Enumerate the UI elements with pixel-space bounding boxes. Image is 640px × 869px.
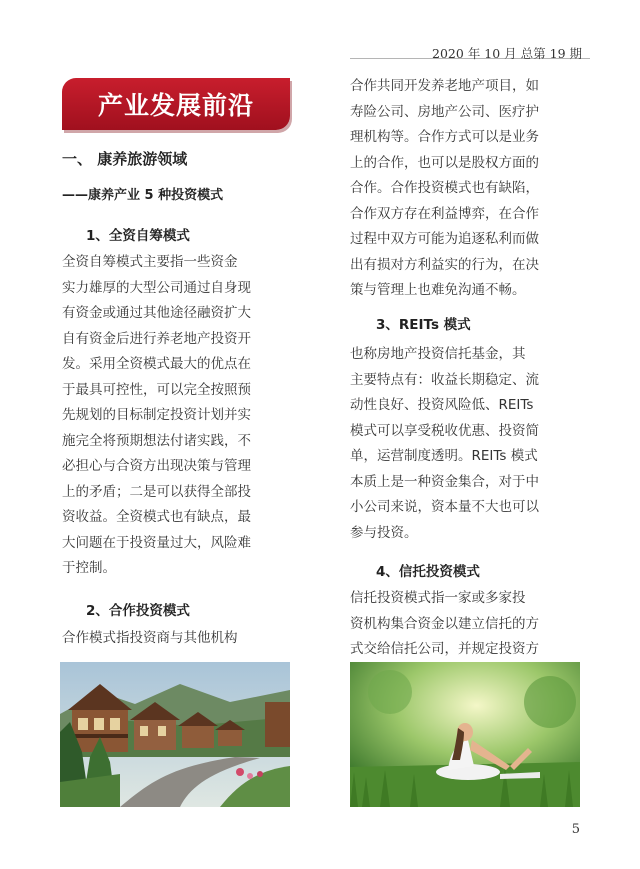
text-line: 主要特点有：收益长期稳定、流 xyxy=(350,371,539,388)
text-line: 施完全将预期想法付诸实践，不 xyxy=(62,432,251,449)
text-line: 模式可以享受税收优惠、投资简 xyxy=(350,422,539,439)
section-subtitle: ——康养产业 5 种投资模式 xyxy=(62,188,224,203)
text-line: 合作共同开发养老地产项目，如 xyxy=(350,78,539,94)
text-line: 理机构等。合作方式可以是业务 xyxy=(350,129,539,145)
text-line: 发。采用全资模式最大的优点在 xyxy=(62,356,251,372)
text-line: 全资自筹模式主要指一些资金 xyxy=(62,254,238,270)
text-line: 过程中双方可能为追逐私利而做 xyxy=(350,231,539,247)
text-line: 资机构集合资金以建立信托的方 xyxy=(350,615,539,632)
heading-mode2: 2、合作投资模式 xyxy=(86,603,190,619)
heading-mode4: 4、信托投资模式 xyxy=(376,564,480,580)
paragraph-mode2 xyxy=(62,626,292,652)
heading-mode1: 1、全资自筹模式 xyxy=(86,228,190,244)
text-line: 必担心与合资方出现决策与管理 xyxy=(62,458,251,474)
paragraph-mode4 xyxy=(350,586,580,663)
text-line: 策与管理上也难免沟通不畅。 xyxy=(350,282,526,298)
text-line: 参与投资。 xyxy=(350,524,418,541)
text-line: 单，运营制度透明。REITs 模式 xyxy=(350,448,538,464)
banner-title: 产业发展前沿 xyxy=(97,91,254,120)
text-line: 信托投资模式指一家或多家投 xyxy=(350,590,526,606)
text-line: 小公司来说，资本量不大也可以 xyxy=(350,499,539,515)
text-line: 于最具可控性，可以完全按照预 xyxy=(62,381,251,398)
issue-label: 2020 年 10 月 总第 19 期 xyxy=(432,46,582,61)
text-line: 先规划的目标制定投资计划并实 xyxy=(62,407,251,423)
woman-yoga-image xyxy=(350,662,580,807)
text-line: 出有损对方利益实的行为，在决 xyxy=(350,256,539,273)
section-title: 一、 康养旅游领域 xyxy=(62,150,188,168)
text-line: 实力雄厚的大型公司通过自身现 xyxy=(62,279,251,296)
yoga-photo xyxy=(350,662,580,807)
text-line: 也称房地产投资信托基金，其 xyxy=(350,346,526,362)
paragraph-mode1 xyxy=(62,250,292,582)
text-line: 合作双方存在利益博弈，在合作 xyxy=(350,205,539,222)
text-line: 于控制。 xyxy=(62,560,116,576)
text-line: 大问题在于投资量过大，风险难 xyxy=(62,534,251,551)
text-line: 寿险公司、房地产公司、医疗护 xyxy=(350,103,539,120)
text-line: 自有资金后进行养老地产投资开 xyxy=(62,330,251,347)
text-line: 动性良好、投资风险低、REITs xyxy=(350,397,534,413)
paragraph-mode3 xyxy=(350,342,580,546)
paragraph-mode2-cont xyxy=(350,74,580,304)
text-line: 有资金或通过其他途径融资扩大 xyxy=(62,305,251,321)
text-line: 上的合作，也可以是股权方面的 xyxy=(350,154,539,171)
heading-mode3: 3、REITs 模式 xyxy=(376,317,471,333)
text-line: 上的矛盾；二是可以获得全部投 xyxy=(62,483,251,500)
text-line: 资收益。全资模式也有缺点，最 xyxy=(62,509,251,525)
text-line: 本质上是一种资金集合，对于中 xyxy=(350,473,539,490)
section-banner xyxy=(62,78,290,130)
resort-photo xyxy=(60,662,290,807)
text-line: 式交给信托公司，并规定投资方 xyxy=(350,641,539,657)
page-number: 5 xyxy=(571,822,580,837)
wooden-chalet-image xyxy=(60,662,290,807)
text-line: 合作。合作投资模式也有缺陷， xyxy=(350,180,539,196)
text-line: 合作模式指投资商与其他机构 xyxy=(62,630,238,646)
